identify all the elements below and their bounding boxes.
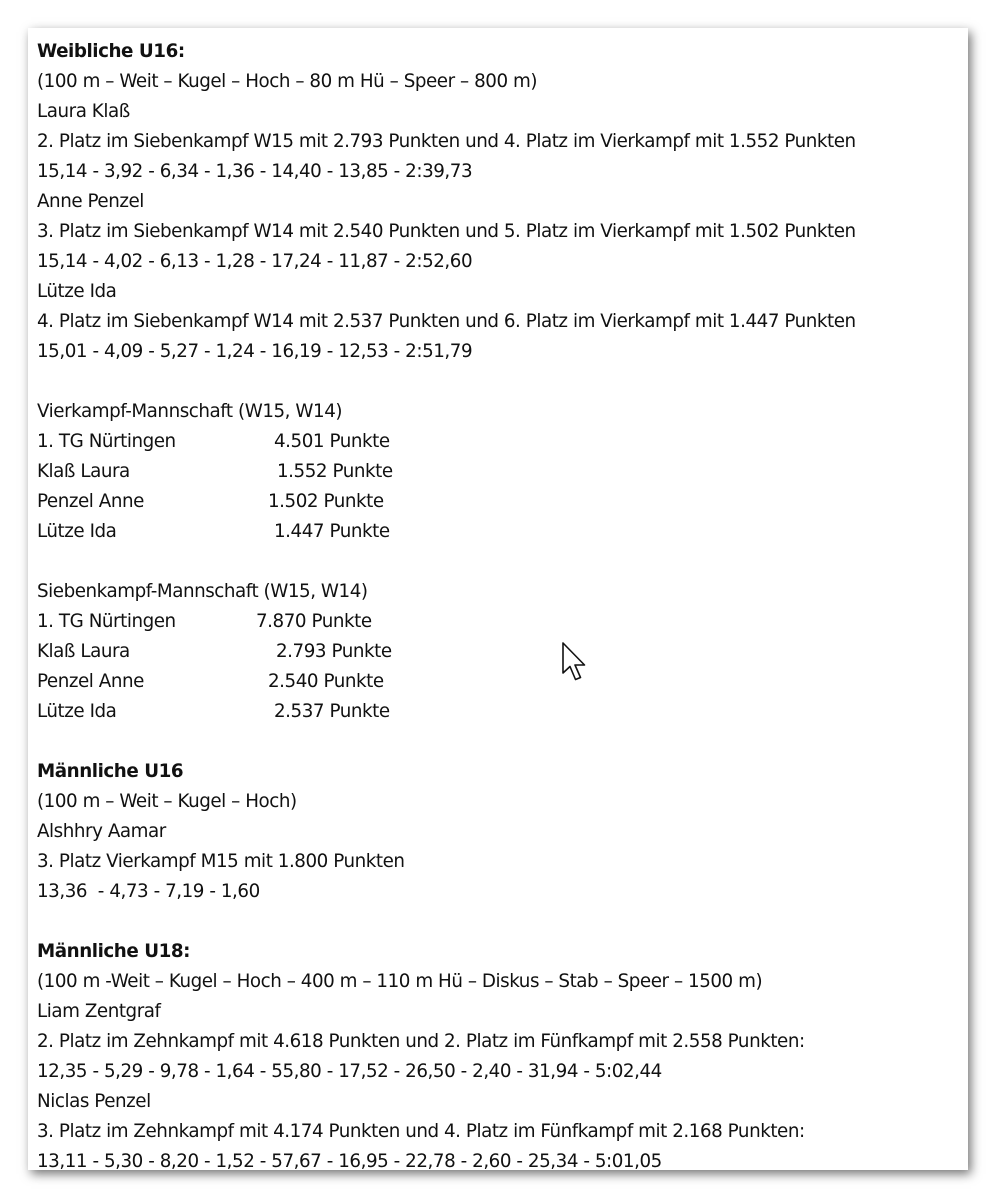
team-row-points: 4.501 Punkte — [274, 431, 390, 452]
athlete-name: Alshhry Aamar — [37, 821, 166, 842]
section-heading-w-u16: Weibliche U16: — [37, 41, 185, 62]
team-row — [37, 487, 968, 517]
athlete-placement: 4. Platz im Siebenkampf W14 mit 2.537 Punkten und 6. Platz im Vierkampf mit 1.447 Punkten — [37, 311, 856, 332]
athlete-placement: 3. Platz im Siebenkampf W14 mit 2.540 Punkten und 5. Platz im Vierkampf mit 1.502 Punkten — [37, 221, 856, 242]
team-row-points: 1.502 Punkte — [268, 491, 384, 512]
athlete-name: Laura Klaß — [37, 101, 130, 122]
team-row — [37, 457, 968, 487]
blank-line — [37, 727, 968, 757]
blank-line — [37, 367, 968, 397]
disciplines-m-u16: (100 m – Weit – Kugel – Hoch) — [37, 791, 297, 812]
team-row — [37, 517, 968, 547]
athlete-results: 15,14 - 4,02 - 6,13 - 1,28 - 17,24 - 11,87 - 2:52,60 — [37, 251, 473, 272]
team-row — [37, 667, 968, 697]
team-row-name: 1. TG Nürtingen — [37, 611, 176, 632]
team-row-name: Klaß Laura — [37, 641, 130, 662]
team-row-points: 2.537 Punkte — [274, 701, 390, 722]
athlete-placement: 3. Platz Vierkampf M15 mit 1.800 Punkten — [37, 851, 405, 872]
document-page — [28, 28, 968, 1170]
athlete-results: 13,11 - 5,30 - 8,20 - 1,52 - 57,67 - 16,95 - 22,78 - 2,60 - 25,34 - 5:01,05 — [37, 1151, 662, 1172]
athlete-placement: 2. Platz im Siebenkampf W15 mit 2.793 Punkten und 4. Platz im Vierkampf mit 1.552 Punkten — [37, 131, 856, 152]
team-row — [37, 697, 968, 727]
blank-line — [37, 907, 968, 937]
team-row-name: Penzel Anne — [37, 671, 144, 692]
team-row-points: 2.540 Punkte — [268, 671, 384, 692]
team-row-name: Lütze Ida — [37, 521, 117, 542]
athlete-name: Liam Zentgraf — [37, 1001, 161, 1022]
team-row — [37, 637, 968, 667]
team-row-points: 1.552 Punkte — [277, 461, 393, 482]
athlete-placement: 3. Platz im Zehnkampf mit 4.174 Punkten und 4. Platz im Fünfkampf mit 2.168 Punkten: — [37, 1121, 805, 1142]
athlete-results: 13,36 - 4,73 - 7,19 - 1,60 — [37, 881, 260, 902]
team-row-name: 1. TG Nürtingen — [37, 431, 176, 452]
disciplines-m-u18: (100 m -Weit – Kugel – Hoch – 400 m – 110 m Hü – Diskus – Stab – Speer – 1500 m) — [37, 971, 763, 992]
team-row — [37, 427, 968, 457]
team-row-name: Lütze Ida — [37, 701, 117, 722]
team-row-points: 2.793 Punkte — [276, 641, 392, 662]
athlete-name: Lütze Ida — [37, 281, 117, 302]
athlete-results: 15,01 - 4,09 - 5,27 - 1,24 - 16,19 - 12,53 - 2:51,79 — [37, 341, 473, 362]
section-heading-m-u18: Männliche U18: — [37, 941, 191, 962]
blank-line — [37, 547, 968, 577]
team-row-name: Klaß Laura — [37, 461, 130, 482]
athlete-results: 12,35 - 5,29 - 9,78 - 1,64 - 55,80 - 17,52 - 26,50 - 2,40 - 31,94 - 5:02,44 — [37, 1061, 662, 1082]
team-row-name: Penzel Anne — [37, 491, 144, 512]
team-vierkampf-title: Vierkampf-Mannschaft (W15, W14) — [37, 401, 343, 422]
section-heading-m-u16: Männliche U16 — [37, 761, 184, 782]
athlete-placement: 2. Platz im Zehnkampf mit 4.618 Punkten und 2. Platz im Fünfkampf mit 2.558 Punkten: — [37, 1031, 805, 1052]
mouse-pointer-icon — [561, 642, 589, 684]
team-siebenkampf-title: Siebenkampf-Mannschaft (W15, W14) — [37, 581, 368, 602]
disciplines-w-u16: (100 m – Weit – Kugel – Hoch – 80 m Hü – Speer – 800 m) — [37, 71, 538, 92]
team-row-points: 7.870 Punkte — [256, 611, 372, 632]
team-row-points: 1.447 Punkte — [274, 521, 390, 542]
athlete-name: Niclas Penzel — [37, 1091, 151, 1112]
athlete-results: 15,14 - 3,92 - 6,34 - 1,36 - 14,40 - 13,85 - 2:39,73 — [37, 161, 473, 182]
team-row — [37, 607, 968, 637]
athlete-name: Anne Penzel — [37, 191, 144, 212]
